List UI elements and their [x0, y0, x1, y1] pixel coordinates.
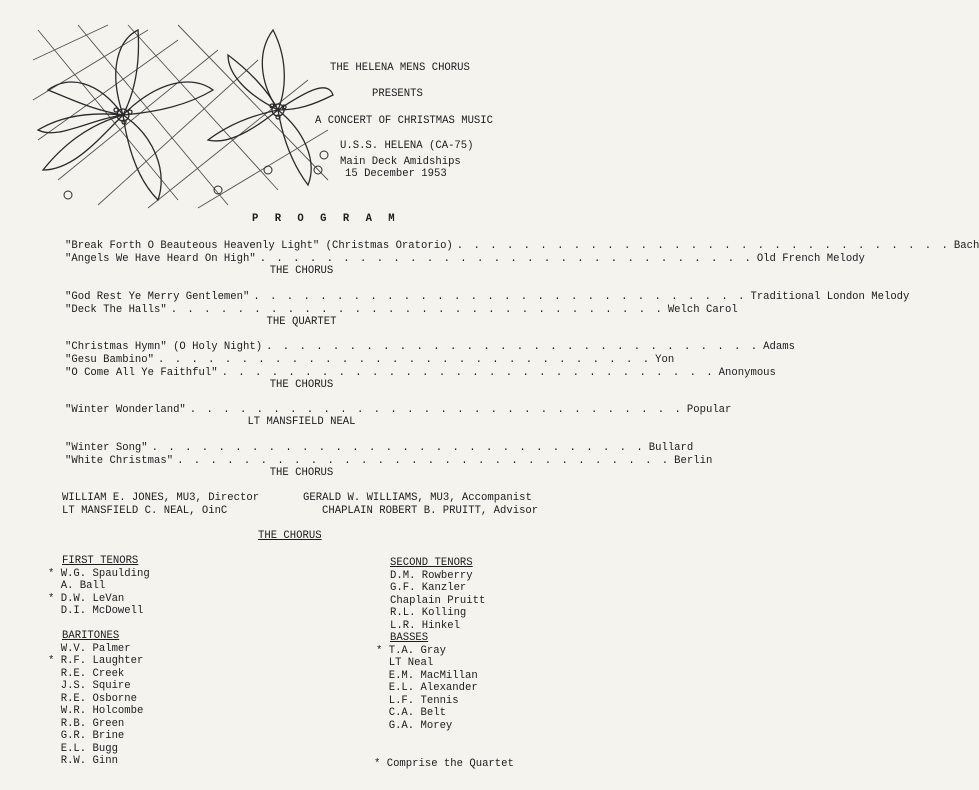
list-item: Chaplain Pruitt: [390, 594, 486, 607]
baritones-list: [48, 630, 143, 768]
program-item: [65, 240, 979, 252]
leader-dots: . . . . . . . . . . . . . . . . . . . . . . . . . . . . . .: [189, 404, 683, 416]
leader-dots: . . . . . . . . . . . . . . . . . . . . . . . . . . . . . .: [170, 304, 664, 316]
program-item: [65, 367, 776, 379]
list-item: E.M. MacMillan: [376, 669, 478, 682]
song-composer: Berlin: [674, 455, 713, 467]
song-composer: Bach: [953, 240, 979, 252]
song-composer: Popular: [686, 404, 732, 416]
performer-label: THE CHORUS: [269, 467, 334, 479]
list-item: G.A. Morey: [376, 719, 453, 732]
list-item: D.M. Rowberry: [390, 569, 473, 582]
song-composer: Anonymous: [718, 367, 776, 379]
leader-dots: . . . . . . . . . . . . . . . . . . . . . . . . . . . . . .: [266, 341, 760, 353]
program-item: [65, 354, 675, 366]
chorus-heading: THE CHORUS: [258, 530, 322, 542]
list-item: L.R. Hinkel: [390, 619, 460, 632]
program-title: P R O G R A M: [252, 213, 400, 225]
program-item: [65, 341, 795, 353]
list-item: G.F. Kanzler: [390, 582, 467, 594]
program-item: [65, 291, 910, 303]
director: WILLIAM E. JONES, MU3, Director: [62, 492, 260, 504]
performer-label: THE QUARTET: [266, 316, 337, 328]
song-title: "Gesu Bambino": [65, 354, 155, 366]
program-item: [65, 304, 738, 316]
list-item: A. Ball: [48, 580, 106, 592]
quartet-footnote: * Comprise the Quartet: [374, 758, 514, 770]
ship-name: U.S.S. HELENA (CA-75): [340, 140, 474, 152]
song-title: "Angels We Have Heard On High": [65, 253, 256, 265]
song-title: "Christmas Hymn" (O Holy Night): [65, 341, 263, 353]
officer-in-charge: LT MANSFIELD C. NEAL, OinC: [62, 505, 228, 517]
first-tenors-list: [48, 555, 150, 618]
program-item: [65, 442, 694, 454]
list-item: G.R. Brine: [48, 730, 125, 742]
advisor: CHAPLAIN ROBERT B. PRUITT, Advisor: [322, 505, 539, 517]
program-item: [65, 455, 713, 467]
section-heading: FIRST TENORS: [62, 555, 139, 567]
list-item: W.R. Holcombe: [48, 705, 144, 717]
list-item: LT Neal: [376, 657, 434, 669]
song-title: "White Christmas": [65, 455, 174, 467]
leader-dots: . . . . . . . . . . . . . . . . . . . . . . . . . . . . . .: [177, 455, 671, 467]
list-item: R.E. Osborne: [48, 692, 138, 705]
section-heading: BARITONES: [62, 630, 120, 642]
list-item: L.F. Tennis: [376, 694, 459, 707]
program-item: [65, 404, 732, 416]
list-item: * D.W. LeVan: [48, 592, 125, 605]
list-item: * W.G. Spaulding: [48, 567, 150, 580]
song-composer: Bullard: [648, 442, 694, 454]
song-composer: Traditional London Melody: [750, 291, 910, 303]
list-item: D.I. McDowell: [48, 605, 144, 617]
chorus-name: THE HELENA MENS CHORUS: [330, 62, 470, 74]
song-composer: Adams: [763, 341, 795, 353]
list-item: R.W. Ginn: [48, 755, 118, 767]
section-heading: SECOND TENORS: [390, 557, 473, 569]
list-item: R.L. Kolling: [390, 607, 467, 619]
basses-list: [376, 632, 478, 732]
leader-dots: . . . . . . . . . . . . . . . . . . . . . . . . . . . . . .: [259, 253, 753, 265]
song-title: "Break Forth O Beauteous Heavenly Light" (Christmas Oratorio): [65, 240, 453, 252]
program-item: [65, 253, 865, 265]
list-item: W.V. Palmer: [48, 642, 131, 655]
list-item: * T.A. Gray: [376, 644, 446, 657]
song-composer: Old French Melody: [756, 253, 865, 265]
list-item: E.L. Alexander: [376, 682, 478, 694]
song-title: "Winter Wonderland": [65, 404, 186, 416]
song-composer: Yon: [655, 354, 675, 366]
venue: Main Deck Amidships: [340, 156, 461, 168]
performer-label: LT MANSFIELD NEAL: [247, 416, 356, 428]
song-title: "God Rest Ye Merry Gentlemen": [65, 291, 250, 303]
song-title: "Deck The Halls": [65, 304, 167, 316]
poinsettia-illustration-icon: [28, 20, 338, 210]
second-tenors-list: [390, 557, 485, 632]
list-item: R.B. Green: [48, 717, 125, 730]
song-title: "O Come All Ye Faithful": [65, 367, 218, 379]
song-composer: Welch Carol: [667, 304, 738, 316]
list-item: R.E. Creek: [48, 667, 125, 680]
list-item: J.S. Squire: [48, 680, 131, 692]
presents-line: PRESENTS: [372, 88, 423, 100]
section-heading: BASSES: [390, 632, 429, 644]
leader-dots: . . . . . . . . . . . . . . . . . . . . . . . . . . . . . .: [151, 442, 645, 454]
accompanist: GERALD W. WILLIAMS, MU3, Accompanist: [303, 492, 532, 504]
song-title: "Winter Song": [65, 442, 148, 454]
leader-dots: . . . . . . . . . . . . . . . . . . . . . . . . . . . . . .: [253, 291, 747, 303]
list-item: E.L. Bugg: [48, 742, 118, 755]
performer-label: THE CHORUS: [269, 265, 334, 277]
list-item: C.A. Belt: [376, 707, 446, 719]
concert-date: 15 December 1953: [345, 168, 447, 180]
leader-dots: . . . . . . . . . . . . . . . . . . . . . . . . . . . . . .: [456, 240, 950, 252]
concert-title: A CONCERT OF CHRISTMAS MUSIC: [315, 115, 494, 127]
list-item: * R.F. Laughter: [48, 655, 144, 667]
leader-dots: . . . . . . . . . . . . . . . . . . . . . . . . . . . . . .: [158, 354, 652, 366]
leader-dots: . . . . . . . . . . . . . . . . . . . . . . . . . . . . . .: [221, 367, 715, 379]
performer-label: THE CHORUS: [269, 379, 334, 391]
